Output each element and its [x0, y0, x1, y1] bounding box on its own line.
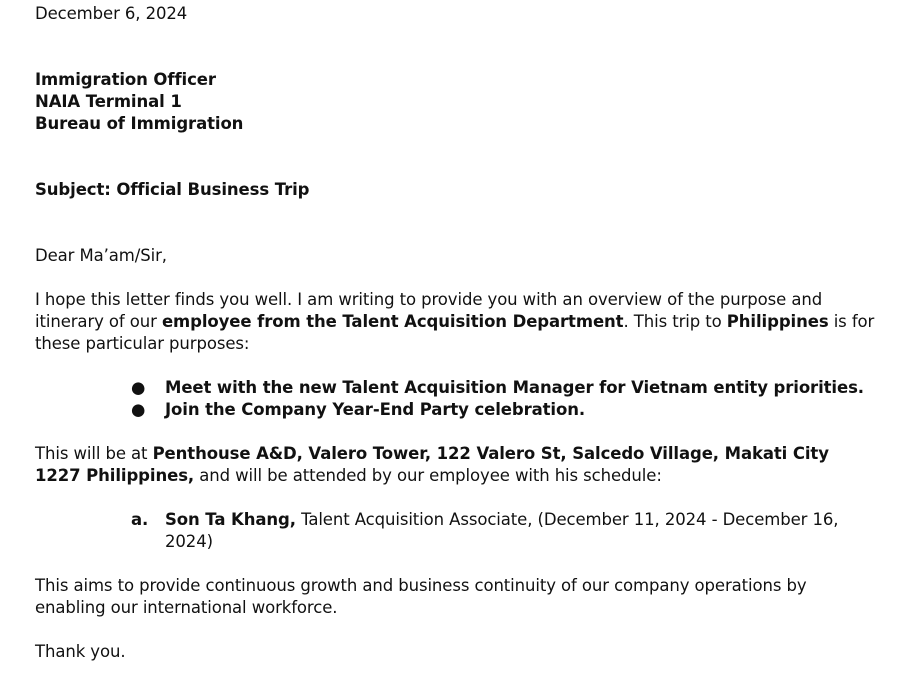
recipient-organization: Bureau of Immigration	[35, 114, 244, 133]
intro-bold-country: Philippines	[726, 312, 829, 331]
purpose-item	[131, 377, 880, 399]
intro-text-1: I hope this letter finds you well. I am writing to provide you with an overview of the purpose and itinerary of our	[35, 290, 823, 331]
recipient-location: NAIA Terminal 1	[35, 92, 182, 111]
recipient-block	[35, 69, 880, 135]
intro-paragraph	[35, 289, 880, 355]
purpose-item	[131, 399, 880, 421]
letter-date: December 6, 2024	[35, 4, 188, 23]
bullet-icon: ●	[131, 400, 146, 419]
letter-salutation: Dear Ma’am/Sir,	[35, 246, 167, 265]
attendee-item	[131, 509, 880, 553]
intro-text-3: is for these particular purposes:	[35, 312, 875, 353]
location-address: Penthouse A&D, Valero Tower, 122 Valero St, Salcedo Village, Makati City 1227 Philippines,	[35, 444, 829, 485]
list-marker: a.	[131, 510, 149, 529]
location-text-2: and will be attended by our employee with his schedule:	[194, 466, 662, 485]
location-text-1: This will be at	[35, 444, 153, 463]
purpose-list	[35, 377, 880, 421]
purpose-text: Join the Company Year-End Party celebration.	[165, 400, 586, 419]
letter-subject: Subject: Official Business Trip	[35, 180, 310, 199]
letter-closing: Thank you.	[35, 642, 126, 661]
letter-document	[35, 3, 880, 663]
location-paragraph	[35, 443, 880, 487]
purpose-text: Meet with the new Talent Acquisition Manager for Vietnam entity priorities.	[165, 378, 864, 397]
recipient-title: Immigration Officer	[35, 70, 216, 89]
attendee-list	[35, 509, 880, 553]
intro-text-2: . This trip to	[623, 312, 727, 331]
attendee-name: Son Ta Khang,	[165, 510, 296, 529]
bullet-icon: ●	[131, 378, 146, 397]
aim-paragraph: This aims to provide continuous growth and business continuity of our company operations by enabling our international workforce.	[35, 576, 807, 617]
attendee-details: Talent Acquisition Associate, (December 11, 2024 - December 16, 2024)	[165, 510, 839, 551]
intro-bold-department: employee from the Talent Acquisition Department	[161, 312, 624, 331]
